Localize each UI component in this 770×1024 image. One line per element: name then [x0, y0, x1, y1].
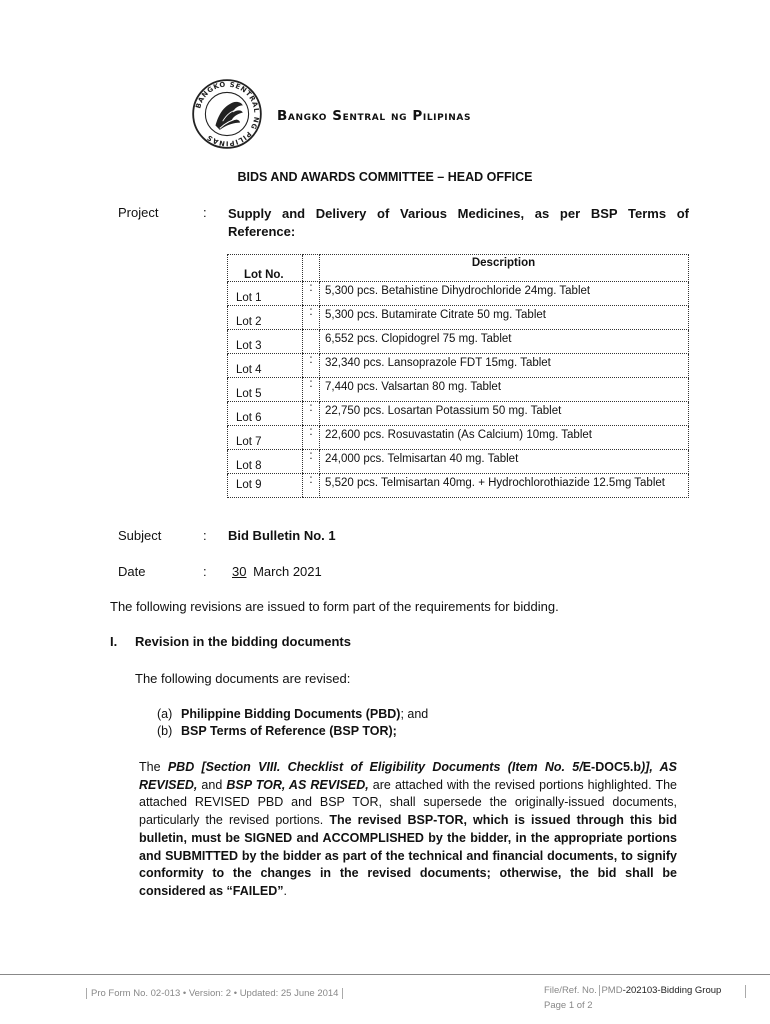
- seal-text: BANGKO SENTRAL NG PILIPINAS: [194, 80, 261, 148]
- lot-colon: :: [303, 450, 320, 474]
- lot-colon: :: [303, 426, 320, 450]
- paragraph-pbd-reference: PBD [Section VIII. Checklist of Eligibility Documents (Item No. 5/: [167, 760, 583, 774]
- lot-number: Lot 8: [228, 450, 303, 474]
- date-colon: :: [203, 564, 207, 579]
- item-a-title: Philippine Bidding Documents (PBD): [181, 707, 401, 721]
- revision-paragraph: [139, 759, 677, 901]
- date-month-year: March 2021: [253, 564, 322, 579]
- footer-reference: [544, 985, 721, 996]
- committee-heading: BIDS AND AWARDS COMMITTEE – HEAD OFFICE: [237, 170, 533, 184]
- subject-colon: :: [203, 528, 207, 543]
- description-header: Description: [320, 255, 689, 282]
- project-colon: :: [203, 205, 207, 220]
- paragraph-pbd-revised: )], AS REVISED,: [139, 760, 678, 792]
- lot-colon: :: [303, 282, 320, 306]
- lot-no-header: Lot No.: [228, 255, 303, 282]
- section-title: Revision in the bidding documents: [135, 634, 351, 649]
- paragraph-text: The: [139, 760, 168, 774]
- item-a-marker: (a): [157, 707, 173, 721]
- lot-colon: :: [303, 378, 320, 402]
- colon-header: [303, 255, 320, 282]
- revised-intro: The following documents are revised:: [135, 671, 351, 686]
- footer-ref-number: -202103-Bidding Group: [622, 985, 722, 996]
- date-label: Date: [118, 564, 146, 579]
- lot-row: [228, 450, 689, 474]
- lot-description: 22,600 pcs. Rosuvastatin (As Calcium) 10mg. Tablet: [320, 426, 689, 450]
- footer-divider: [0, 974, 770, 975]
- bsp-seal-logo: [191, 78, 263, 150]
- lot-number: Lot 3: [228, 330, 303, 354]
- footer-form-info: Pro Form No. 02-013 • Version: 2 • Updated: 25 June 2014: [86, 988, 343, 999]
- lot-number: Lot 5: [228, 378, 303, 402]
- lot-colon: :: [303, 306, 320, 330]
- subject-value: Bid Bulletin No. 1: [228, 528, 336, 543]
- lot-colon: :: [303, 474, 320, 498]
- item-b-marker: (b): [157, 724, 173, 738]
- paragraph-requirement: The revised BSP-TOR, which is issued through this bid bulletin, must be SIGNED and ACCOMPLISHED by the bidder, in the appropriate portions and SUBMITTED by the bidder as part of the technical and financial documents, to signify conformity to the changes in the revised documents; otherwise, the bid shall be considered as “FAILED”: [139, 813, 677, 898]
- lot-colon: :: [303, 354, 320, 378]
- date-value: [228, 564, 322, 579]
- lot-row: [228, 426, 689, 450]
- section-number: I.: [110, 634, 118, 649]
- lot-description: 24,000 pcs. Telmisartan 40 mg. Tablet: [320, 450, 689, 474]
- lot-description: 6,552 pcs. Clopidogrel 75 mg. Tablet: [320, 330, 689, 354]
- lot-row: [228, 354, 689, 378]
- footer-page-number: Page 1 of 2: [544, 1000, 593, 1011]
- paragraph-bsp-tor-revised: BSP TOR, AS REVISED,: [226, 777, 369, 792]
- organization-name: Bangko Sentral ng Pilipinas: [277, 108, 472, 124]
- paragraph-edoc-code: E-DOC5.b: [582, 760, 642, 774]
- intro-text: The following revisions are issued to form part of the requirements for bidding.: [110, 599, 559, 614]
- lot-row: [228, 306, 689, 330]
- footer-ref-divider: [745, 985, 746, 998]
- lot-row: [228, 402, 689, 426]
- item-b-title: BSP Terms of Reference (BSP TOR);: [181, 724, 397, 738]
- lot-description: 5,300 pcs. Betahistine Dihydrochloride 24mg. Tablet: [320, 282, 689, 306]
- item-a-suffix: ; and: [400, 707, 429, 721]
- paragraph-period: .: [283, 883, 287, 898]
- lot-row: [228, 474, 689, 498]
- paragraph-text: and: [197, 777, 227, 792]
- lot-description: 7,440 pcs. Valsartan 80 mg. Tablet: [320, 378, 689, 402]
- lot-number: Lot 4: [228, 354, 303, 378]
- lot-row: [228, 330, 689, 354]
- lot-number: Lot 9: [228, 474, 303, 498]
- lot-number: Lot 2: [228, 306, 303, 330]
- footer-ref-prefix: File/Ref. No.: [544, 985, 600, 996]
- lot-table-header: [228, 255, 689, 282]
- lot-colon: :: [303, 402, 320, 426]
- lot-description: 22,750 pcs. Losartan Potassium 50 mg. Tablet: [320, 402, 689, 426]
- date-day: 30: [232, 564, 247, 579]
- item-b: [181, 724, 397, 738]
- lot-number: Lot 6: [228, 402, 303, 426]
- lot-description: 5,520 pcs. Telmisartan 40mg. + Hydrochlorothiazide 12.5mg Tablet: [320, 474, 689, 498]
- lot-row: [228, 282, 689, 306]
- footer-ref-pmd: PMD: [601, 985, 623, 996]
- lot-colon: [303, 330, 320, 354]
- project-description: Supply and Delivery of Various Medicines, as per BSP Terms of Reference:: [228, 206, 689, 239]
- paragraph-text: are attached with the revised portions highlighted. The attached REVISED PBD and BSP TOR, shall supersede the originally-issued documents, particularly the revised portions.: [139, 777, 677, 828]
- subject-label: Subject: [118, 528, 162, 543]
- item-a: [181, 707, 428, 721]
- lot-description: 32,340 pcs. Lansoprazole FDT 15mg. Tablet: [320, 354, 689, 378]
- lot-description: 5,300 pcs. Butamirate Citrate 50 mg. Tablet: [320, 306, 689, 330]
- lot-row: [228, 378, 689, 402]
- lot-number: Lot 1: [228, 282, 303, 306]
- project-label: Project: [118, 205, 159, 220]
- lot-table: [227, 254, 689, 498]
- lot-number: Lot 7: [228, 426, 303, 450]
